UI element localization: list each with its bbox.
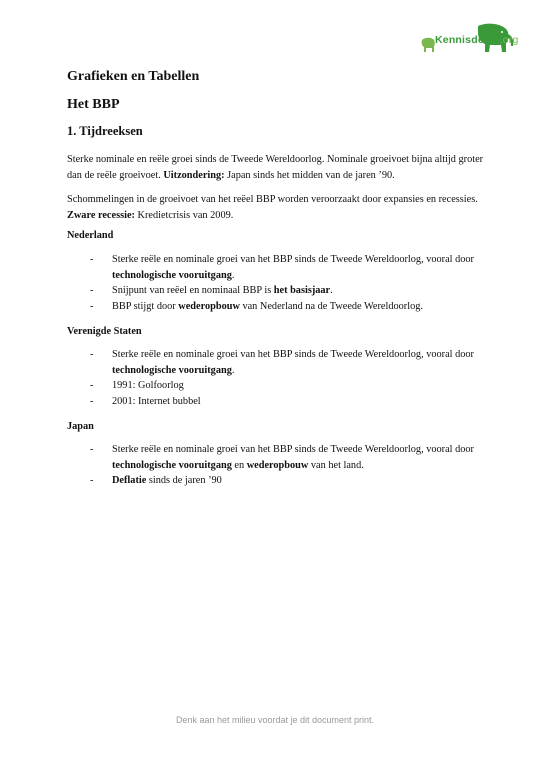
list-item: - Sterke reële en nominale groei van het BBP sinds de Tweede Wereldoorlog, vooral door technologische vooruitgang. [90,347,486,378]
subheading-nederland: Nederland [67,230,114,241]
section-heading: 1. Tijdreeksen [67,124,143,138]
subheading-verenigde-staten: Verenigde Staten [67,326,142,337]
footer-note: Denk aan het milieu voordat je dit document print. [175,715,375,725]
list-item: - Snijpunt van reëel en nominaal BBP is het basisjaar. [90,283,486,299]
document-title: Grafieken en Tabellen [67,69,200,84]
list-verenigde-staten [90,347,486,409]
list-nederland [90,252,486,314]
paragraph-1: Sterke nominale en reële groei sinds de Tweede Wereldoorlog. Nominale groeivoet bijna altijd groter dan de reële groeivoet. Uitzondering: Japan sinds het midden van de jaren ’90. [67,154,484,181]
paragraph-2: Schommelingen in de groeivoet van het reëel BBP worden veroorzaakt door expansies en recessies. Zware recessie: Kredietcrisis van 2009. [67,194,478,221]
list-item: - Deflatie sinds de jaren ’90 [90,473,486,489]
list-item: - Sterke reële en nominale groei van het BBP sinds de Tweede Wereldoorlog, vooral door technologische vooruitgang en wederopbouw van het land. [90,442,486,473]
document-subtitle: Het BBP [67,97,120,112]
list-item: - 1991: Golfoorlog [90,378,486,394]
kennisdelen-logo [420,22,532,56]
logo-text: Kennisdelen.org [435,34,519,46]
list-item: - 2001: Internet bubbel [90,394,486,410]
list-item: - BBP stijgt door wederopbouw van Nederland na de Tweede Wereldoorlog. [90,299,486,315]
subheading-japan: Japan [67,421,94,432]
list-japan [90,442,486,489]
list-item: - Sterke reële en nominale groei van het BBP sinds de Tweede Wereldoorlog, vooral door technologische vooruitgang. [90,252,486,283]
